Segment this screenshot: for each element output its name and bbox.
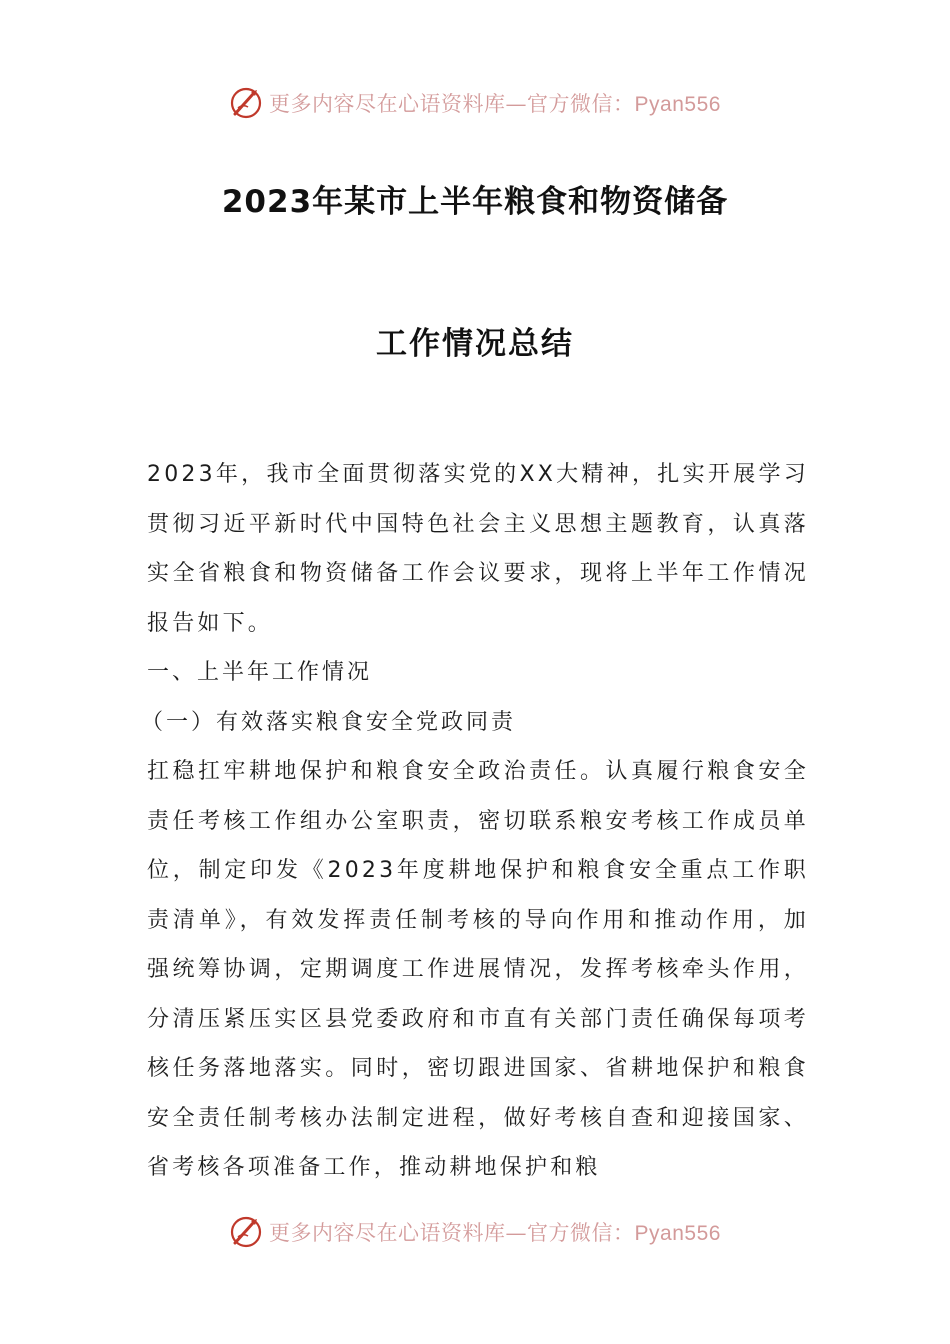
watermark-text [269,1217,721,1247]
watermark-label: 更多内容尽在心语资料库—官方微信： [269,1221,635,1245]
document-title-line2: 工作情况总结 [376,326,574,362]
watermark-text [269,88,721,118]
body-paragraph: 扛稳扛牢耕地保护和粮食安全政治责任。认真履行粮食安全责任考核工作组办公室职责，密切联系粮安考核工作成员单位，制定印发《2023年度耕地保护和粮食安全重点工作职责清单》，有效发挥责任制考核的导向作用和推动作用，加强统筹协调，定期调度工作进展情况，发挥考核牵头作用，分清压紧压实区县党委政府和市直有关部门责任确保每项考核任务落地落实。同时，密切跟进国家、省耕地保护和粮食安全责任制考核办法制定进程，做好考核自查和迎接国家、省考核各项准备工作，推动耕地保护和粮 [147,759,809,1180]
document-title-line1: 2023年某市上半年粮食和物资储备 [221,184,729,220]
watermark-wechat-id: Pyan556 [634,1222,721,1245]
watermark-label: 更多内容尽在心语资料库—官方微信： [269,92,635,116]
subsection-heading: （一）有效落实粮食安全党政同责 [141,709,517,735]
pen-logo-icon [229,86,263,120]
watermark-banner-top [0,83,950,123]
pen-logo-icon [229,1215,263,1249]
watermark-wechat-id: Pyan556 [634,93,721,116]
section-heading: 一、上半年工作情况 [147,660,373,685]
watermark-banner-bottom [0,1212,950,1252]
intro-paragraph: 2023年，我市全面贯彻落实党的XX大精神，扎实开展学习贯彻习近平新时代中国特色社会主义思想主题教育，认真落实全省粮食和物资储备工作会议要求，现将上半年工作情况报告如下。 [147,462,809,636]
document-body [141,450,809,1193]
